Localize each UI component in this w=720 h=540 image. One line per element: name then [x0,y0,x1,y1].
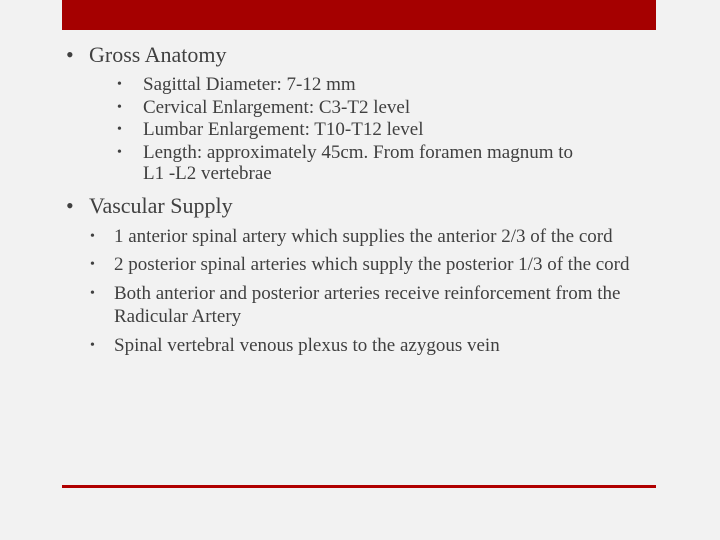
header-band [62,0,656,30]
list-item-text: Lumbar Enlargement: T10-T12 level [143,119,424,140]
list-item-text: Cervical Enlargement: C3-T2 level [143,96,411,118]
list-item [62,253,656,277]
slide-body [62,40,656,362]
list-item [62,282,656,329]
list-item-text: Sagittal Diameter: 7-12 mm [143,74,356,95]
section-gross-anatomy [62,42,656,185]
bullet-icon: • [66,42,74,67]
list-item [89,97,656,119]
bullet-icon: • [90,257,95,272]
list-item [89,119,656,141]
list-item-text: Spinal vertebral venous plexus to the azygous vein [114,334,500,356]
bullet-icon: • [117,77,122,92]
list-item [62,334,656,358]
list-item-text: 2 posterior spinal arteries which supply the posterior 1/3 of the cord [114,254,630,275]
bullet-icon: • [90,228,95,244]
list-item-text: Length: approximately 45cm. From foramen magnum to L1 -L2 vertebrae [143,141,574,184]
bullet-icon: • [90,337,95,353]
bullet-icon: • [66,192,74,218]
section-heading: Gross Anatomy [89,42,227,67]
bullet-icon: • [117,144,122,160]
list-item-text: Both anterior and posterior arteries receive reinforcement from the Radicular Artery [114,282,621,327]
bullet-icon: • [117,122,122,137]
list-item-text: 1 anterior spinal artery which supplies the anterior 2/3 of the cord [114,225,613,247]
footer-rule [62,485,656,488]
list-item [62,225,656,249]
section-heading: Vascular Supply [89,192,233,218]
bullet-list [62,42,656,357]
sub-list [62,225,656,358]
list-item [89,142,656,185]
list-item [89,74,656,96]
bullet-icon: • [117,99,122,115]
sub-list [89,74,656,185]
section-vascular-supply [62,193,656,358]
bullet-icon: • [90,285,95,301]
